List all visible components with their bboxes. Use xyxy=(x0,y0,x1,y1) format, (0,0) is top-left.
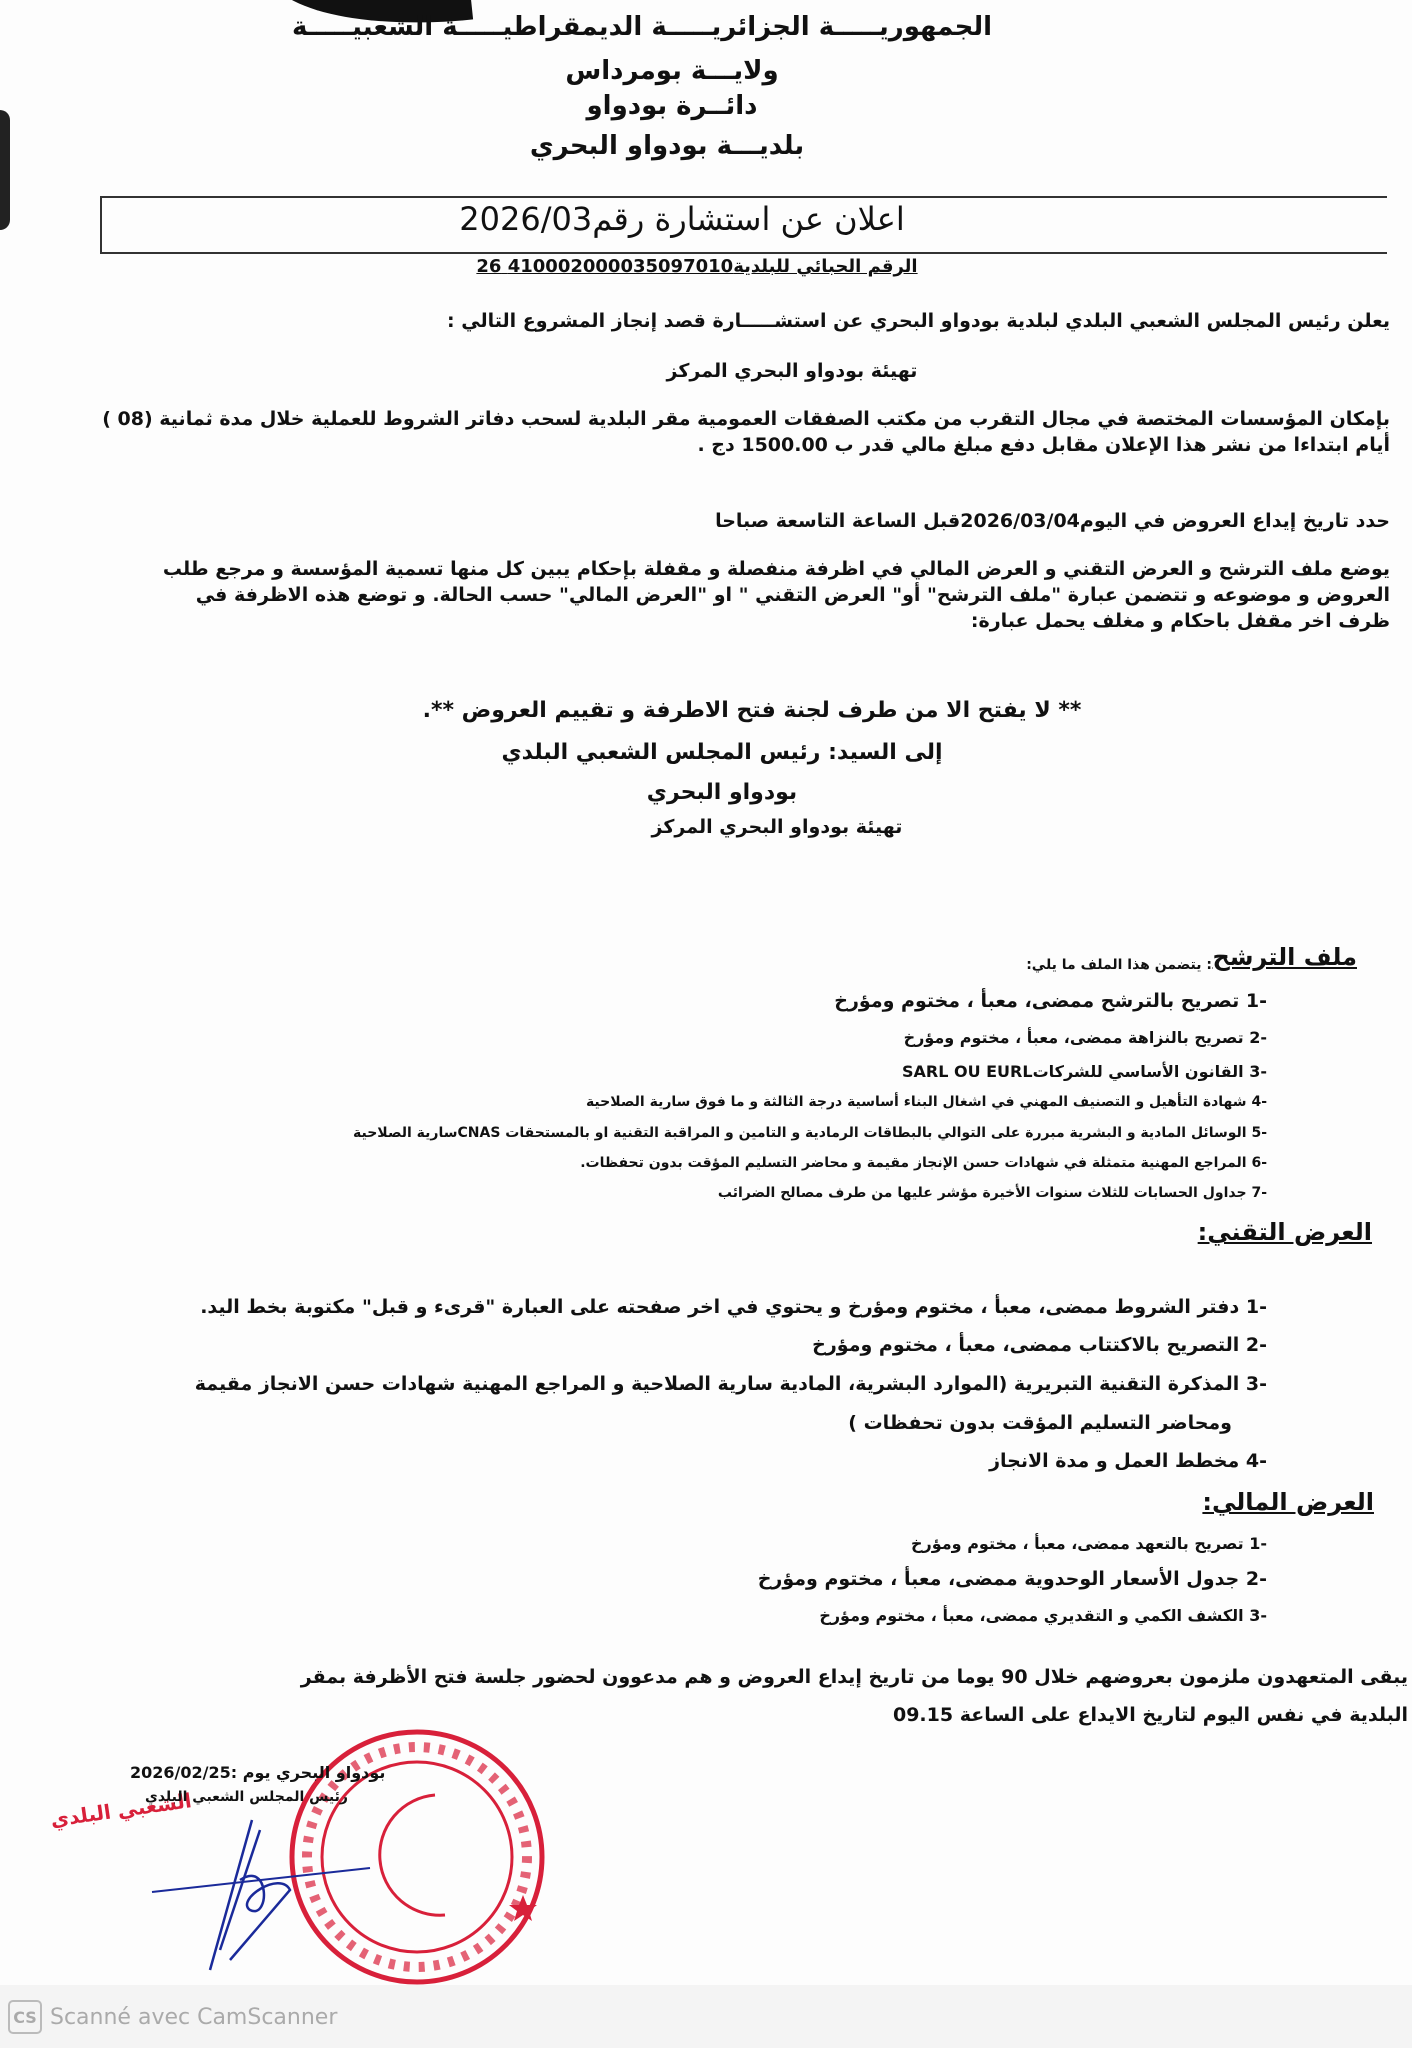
candidature-item: -4 شهادة التأهيل و التصنيف المهني في اشغال البناء أساسية درجة الثالثة و ما فوق سارية الصلاحية xyxy=(585,1094,1267,1110)
signature-title: رئيس المجلس الشعبي البلدي xyxy=(145,1789,348,1805)
technical-item: -1 دفتر الشروط ممضى، معبأ ، مختوم ومؤرخ و يحتوي في اخر صفحته على العبارة "قرىء و قبل" مكتوبة بخط اليد. xyxy=(200,1296,1267,1318)
candidature-item: -1 تصريح بالترشح ممضى، معبأ ، مختوم ومؤرخ xyxy=(834,990,1267,1012)
candidature-item: -5 الوسائل المادية و البشرية مبررة على التوالي بالبطاقات الرمادية و التامين و المراقبة التقنية او بالمستحقات CNASسارية الصلاحية xyxy=(353,1125,1267,1141)
header-wilaya: ولايـــة بومرداس xyxy=(565,56,779,86)
envelope-notice: ** لا يفتح الا من طرف لجنة فتح الاطرفة و تقييم العروض **. xyxy=(422,698,1082,723)
envelope-place: بودواو البحري xyxy=(646,780,798,805)
envelope-project: تهيئة بودواو البحري المركز xyxy=(651,816,903,838)
candidature-item: -3 القانون الأساسي للشركاتSARL OU EURL xyxy=(901,1062,1267,1081)
deposit-line-3: العروض و موضوعه و تتضمن عبارة "ملف الترشح" أو" العرض التقني " او "العرض المالي" حسب الحالة. و توضع هذه الاظرفة في xyxy=(195,584,1390,606)
candidature-subheading: : يتضمن هذا الملف ما يلي: xyxy=(1026,957,1212,973)
financial-item: -1 تصريح بالتعهد ممضى، معبأ ، مختوم ومؤرخ xyxy=(911,1534,1267,1553)
envelope-recipient: إلى السيد: رئيس المجلس الشعبي البلدي xyxy=(501,740,943,765)
deposit-line-2: يوضع ملف الترشح و العرض التقني و العرض المالي في اظرفة منفصلة و مقفلة بإحكام يبين كل منها تسمية المؤسسة و مرجع طلب xyxy=(162,558,1390,580)
withdrawal-line-1: بإمكان المؤسسات المختصة في مجال التقرب من مكتب الصفقات العمومية مقر البلدية لسحب دفاتر الشروط للعملية خلال مدة ثمانية (08 ) xyxy=(102,408,1390,430)
technical-item: ومحاضر التسليم المؤقت بدون تحفظات ) xyxy=(848,1412,1232,1434)
candidature-item: -2 تصريح بالنزاهة ممضى، معبأ ، مختوم ومؤرخ xyxy=(903,1028,1267,1047)
header-country: الجمهوريـــــة الجزائريـــــة الديمقراطيـــــة الشعبيـــــة xyxy=(291,12,993,42)
camscanner-footer xyxy=(8,2000,337,2034)
intro-project: تهيئة بودواو البحري المركز xyxy=(666,360,918,382)
candidature-heading: ملف الترشح xyxy=(1212,943,1357,971)
withdrawal-line-2: أيام ابتداءا من نشر هذا الإعلان مقابل دفع مبلغ مالي قدر ب 1500.00 دج . xyxy=(697,434,1390,456)
stamp-crescent xyxy=(380,1795,445,1915)
technical-item: -3 المذكرة التقنية التبريرية (الموارد البشرية، المادية سارية الصلاحية و المراجع المهنية شهادات حسن الانجاز مقيمة xyxy=(194,1373,1267,1395)
page-title: اعلان عن استشارة رقم2026/03 xyxy=(459,200,905,238)
account-number: الرقم الحبائي للبلدية410002000035097010 26 xyxy=(476,256,918,277)
deposit-line-4: ظرف اخر مقفل باحكام و مغلف يحمل عبارة: xyxy=(970,610,1390,632)
technical-heading: العرض التقني: xyxy=(1197,1218,1372,1246)
candidature-item: -6 المراجع المهنية متمثلة في شهادات حسن الإنجاز مقيمة و محاضر التسليم المؤقت بدون تحفظات. xyxy=(580,1155,1267,1171)
camscanner-text: Scanné avec CamScanner xyxy=(50,2004,338,2030)
header-commune: بلديـــة بودواو البحري xyxy=(529,131,805,161)
stamp-handwritten-text: الشعبي البلدي xyxy=(49,1788,193,1832)
closing-line-1: يبقى المتعهدون ملزمون بعروضهم خلال 90 يوما من تاريخ إيداع العروض و هم مدعوون لحضور جلسة فتح الأظرفة بمقر xyxy=(300,1666,1408,1688)
financial-heading: العرض المالي: xyxy=(1202,1488,1374,1516)
camscanner-logo: CS xyxy=(8,2000,42,2034)
financial-item: -3 الكشف الكمي و التقديري ممضى، معبأ ، مختوم ومؤرخ xyxy=(819,1606,1267,1625)
scan-shadow xyxy=(0,110,10,230)
signature-date: بودواو البحري يوم :2026/02/25 xyxy=(130,1763,386,1782)
candidature-item: -7 جداول الحسابات للثلاث سنوات الأخيرة مؤشر عليها من طرف مصالح الضرائب xyxy=(717,1185,1267,1201)
header-daira: دائــرة بودواو xyxy=(586,91,758,121)
financial-item: -2 جدول الأسعار الوحدوية ممضى، معبأ ، مختوم ومؤرخ xyxy=(757,1568,1267,1590)
handwritten-signature xyxy=(140,1780,380,1980)
deposit-line-1: حدد تاريخ إيداع العروض في اليوم2026/03/04قبل الساعة التاسعة صباحا xyxy=(715,510,1390,532)
intro-line: يعلن رئيس المجلس الشعبي البلدي لبلدية بودواو البحري عن استشـــــارة قصد إنجاز المشروع التالي : xyxy=(447,310,1390,332)
technical-item: -2 التصريح بالاكتتاب ممضى، معبأ ، مختوم ومؤرخ xyxy=(812,1334,1267,1356)
closing-line-2: البلدية في نفس اليوم لتاريخ الايداع على الساعة 09.15 xyxy=(892,1704,1408,1726)
technical-item: -4 مخطط العمل و مدة الانجاز xyxy=(989,1450,1267,1472)
